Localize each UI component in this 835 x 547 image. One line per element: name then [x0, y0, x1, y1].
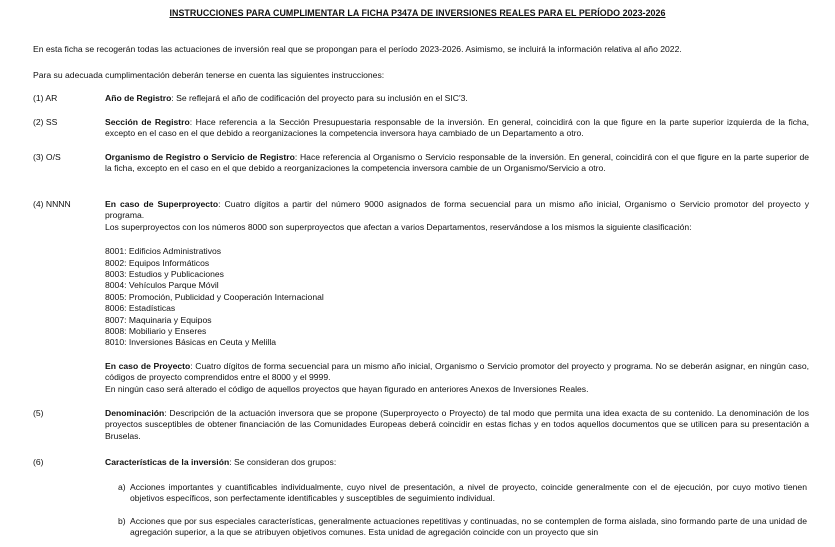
item-text: : Descripción de la actuación inversora que se propone (Superproyecto o Proyecto) de tal modo que permita una idea exacta de su contenido. La denominación de los proyectos susceptibles de obtener financiación de las Comunidades Europeas deberá coincidir en estas fichas y en todos aquellos documentos que se utilicen para su presentación a Bruselas. [105, 408, 809, 441]
list-item: 8005: Promoción, Publicidad y Cooperación Internacional [105, 291, 324, 302]
superproyecto-8000-note: Los superproyectos con los números 8000 son superproyectos que afectan a varios Departamentos, reservándose a los mismos la siguiente clasificación: [105, 221, 692, 232]
subitem-a [118, 482, 807, 505]
item-term: En caso de Superproyecto [105, 199, 219, 209]
intro-paragraph: En esta ficha se recogerán todas las actuaciones de inversión real que se propongan para el período 2023-2026. Asimismo, se incluirá la información relativa al año 2022. [33, 44, 682, 54]
item-body [105, 199, 809, 395]
item-term: Sección de Registro [105, 117, 190, 127]
page-title: INSTRUCCIONES PARA CUMPLIMENTAR LA FICHA P347A DE INVERSIONES REALES PARA EL PERÍODO 2023-2026 [169, 8, 666, 18]
list-item: 8007: Maquinaria y Equipos [105, 314, 212, 325]
subitem-text: Acciones importantes y cuantificables individualmente, cuyo nivel de presentación, a nivel de proyecto, coincide generalmente con el de ejecución, por cuyo motivo tienen objetivos específicos, son perfectamente identificables y susceptibles de seguimiento individual. [130, 482, 807, 504]
list-item: 8003: Estudios y Publicaciones [105, 269, 224, 280]
list-item: 8006: Estadísticas [105, 303, 176, 314]
item-text: : Se reflejará el año de codificación del proyecto para su inclusión en el SIC'3. [171, 93, 468, 103]
item-code: (5) [33, 408, 44, 418]
item-code: (3) O/S [33, 152, 61, 162]
item-body [105, 408, 809, 442]
item-code: (1) AR [33, 93, 58, 103]
list-item: 8001: Edificios Administrativos [105, 246, 222, 257]
proyecto-note: En ningún caso será alterado el código de aquellos proyectos que hayan figurado en anteriores Anexos de Inversiones Reales. [105, 383, 589, 394]
proyecto-paragraph [105, 361, 809, 384]
item-code: (6) [33, 457, 44, 467]
item-body [105, 117, 809, 140]
list-item: 8002: Equipos Informáticos [105, 257, 210, 268]
item-term: Año de Registro [105, 93, 172, 103]
item-term: Organismo de Registro o Servicio de Registro [105, 152, 295, 162]
item-code: (4) NNNN [33, 199, 71, 209]
item-text: : Cuatro dígitos a partir del número 9000 asignados de forma secuencial para un mismo año inicial, Organismo o Servicio promotor del proyecto y programa. [105, 199, 809, 221]
list-item: 8004: Vehículos Parque Móvil [105, 280, 219, 291]
superproyecto-paragraph [105, 199, 809, 222]
item-term: Características de la inversión [105, 457, 230, 467]
subitem-label: b) [118, 516, 126, 526]
list-item: 8008: Mobiliario y Enseres [105, 326, 207, 337]
item-body [105, 93, 809, 104]
item-body [105, 152, 809, 175]
subitem-text: Acciones que por sus especiales características, generalmente actuaciones repetitivas y continuadas, no se contemplen de forma aislada, sino formando parte de una unidad de agregación superior, a la que se atribuyen objetivos comunes. Esta unidad de agregación coincide con un proyecto que sin [130, 516, 807, 538]
subitem-b [118, 516, 807, 539]
instructions-lead: Para su adecuada cumplimentación deberán tenerse en cuenta las siguientes instrucciones: [33, 70, 385, 80]
item-text: : Hace referencia a la Sección Presupuestaria responsable de la inversión. En general, coincidirá con la que figure en la parte superior izquierda de la ficha, excepto en el caso en el que debido a reorganizaciones la competencia inversora haya cambiado de un Departamento a otro. [105, 117, 809, 139]
item-term: Denominación [105, 408, 165, 418]
item-text: : Se consideran dos grupos: [229, 457, 337, 467]
item-code: (2) SS [33, 117, 58, 127]
superproyecto-code-list [105, 246, 809, 349]
item-text: : Cuatro dígitos de forma secuencial para un mismo año inicial, Organismo o Servicio promotor del proyecto y programa. No se deberán asignar, en ningún caso, códigos de proyecto comprendidos entre el 8000 y el 9999. [105, 360, 809, 383]
item-text: : Hace referencia al Organismo o Servicio responsable de la inversión. En general, coincidirá con el que figure en la parte superior de la ficha, excepto en el caso en el que debido a reorganizaciones la competencia inversora cambie de un Organismo/Servicio a otro. [105, 152, 810, 174]
item-body [105, 457, 809, 468]
item-term: En caso de Proyecto [105, 360, 191, 371]
list-item: 8010: Inversiones Básicas en Ceuta y Melilla [105, 337, 277, 348]
subitem-label: a) [118, 482, 126, 492]
